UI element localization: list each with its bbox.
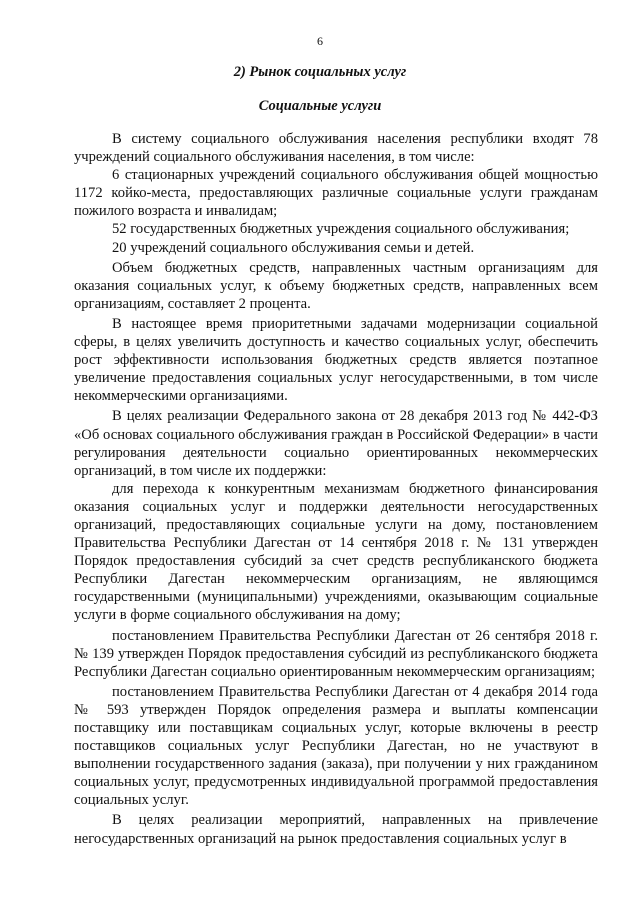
- paragraph: постановлением Правительства Республики Дагестан от 26 сентября 2018 г. № 139 утвержден Порядок предоставления субсидий из республиканского бюджета Республики Дагестан социально ориентированным некоммерческим организациям;: [74, 627, 598, 680]
- paragraph: 52 государственных бюджетных учреждения социального обслуживания;: [112, 221, 570, 238]
- paragraph: для перехода к конкурентным механизмам бюджетного финансирования оказания социальных услуг и поддержки деятельности негосударственных организаций, предоставляющих социальные услуги на дому, постановлением Правительства Республики Дагестан от 14 сентября 2018 г. № 131 утвержден Порядок предоставления субсидий за счет средств республиканского бюджета Республики Дагестан некоммерческим организациям, не являющимся государственными (муниципальными) учреждениями, оказывающим социальные услуги в форме социального обслуживания на дому;: [74, 480, 598, 624]
- paragraph: В настоящее время приоритетными задачами модернизации социальной сферы, в целях увеличить доступность и качество социальных услуг, обеспечить рост эффективности использования бюджетных средств является поэтапное увеличение предоставления социальных услуг негосударственными, в том числе некоммерческими организациями.: [74, 315, 598, 405]
- section-heading: 2) Рынок социальных услуг: [233, 64, 407, 80]
- paragraph: постановлением Правительства Республики Дагестан от 4 декабря 2014 года № 593 утвержден Порядок определения размера и выплаты компенсации поставщику или поставщикам социальных услуг, которые включены в реестр поставщиков социальных услуг Республики Дагестан, но не участвуют в выполнении государственного задания (заказа), при получении у них гражданином социальных услуг, предусмотренных индивидуальной программой предоставления социальных услуг.: [74, 683, 598, 809]
- subsection-heading: Социальные услуги: [258, 98, 382, 114]
- paragraph: Объем бюджетных средств, направленных частным организациям для оказания социальных услуг, к объему бюджетных средств, направленных всем организациям, составляет 2 процента.: [74, 259, 598, 312]
- paragraph: В целях реализации мероприятий, направленных на привлечение негосударственных организаций на рынок предоставления социальных услуг в: [74, 812, 598, 847]
- paragraph: 6 стационарных учреждений социального обслуживания общей мощностью 1172 койко-места, предоставляющих различные социальные услуги гражданам пожилого возраста и инвалидам;: [74, 167, 598, 220]
- paragraph: В целях реализации Федерального закона от 28 декабря 2013 год № 442-ФЗ «Об основах социального обслуживания граждан в Российской Федерации» в части регулирования деятельности социально ориентированных некоммерческих организаций, в том числе их поддержки:: [74, 408, 598, 479]
- paragraph: В систему социального обслуживания населения республики входят 78 учреждений социального обслуживания населения, в том числе:: [74, 131, 598, 166]
- body-text: [74, 130, 598, 848]
- page-number: 6: [317, 34, 323, 48]
- paragraph: 20 учреждений социального обслуживания семьи и детей.: [112, 239, 475, 256]
